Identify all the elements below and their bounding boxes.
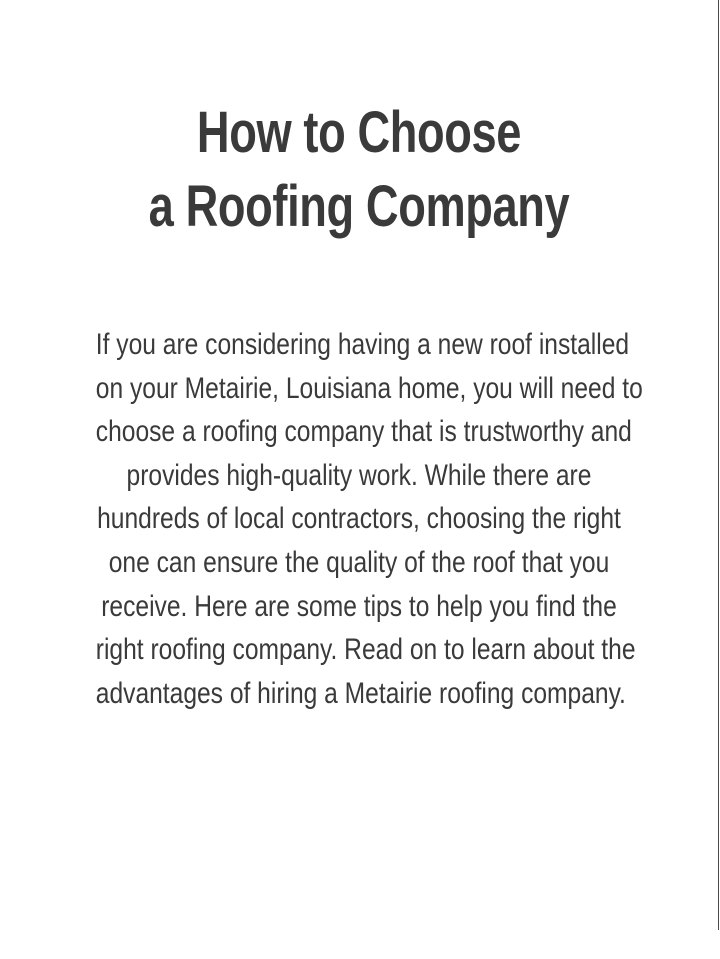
body-line: right roofing company. Read on to learn about the	[95, 633, 636, 667]
body-line: receive. Here are some tips to help you find the	[101, 589, 617, 623]
title-line: How to Choose	[196, 100, 522, 165]
body-line: one can ensure the quality of the roof that you	[108, 545, 610, 579]
body-line: choose a roofing company that is trustworthy and	[95, 415, 632, 449]
body-line: provides high-quality work. While there are	[126, 458, 592, 492]
body-paragraph	[95, 323, 643, 715]
page-title	[79, 96, 639, 244]
body-line: advantages of hiring a Metairie roofing company.	[95, 676, 626, 710]
body-line: on your Metairie, Louisiana home, you will need to	[95, 371, 643, 405]
body-line: If you are considering having a new roof installed	[95, 328, 630, 361]
title-line: a Roofing Company	[148, 174, 570, 239]
body-line: hundreds of local contractors, choosing the right	[97, 502, 621, 536]
